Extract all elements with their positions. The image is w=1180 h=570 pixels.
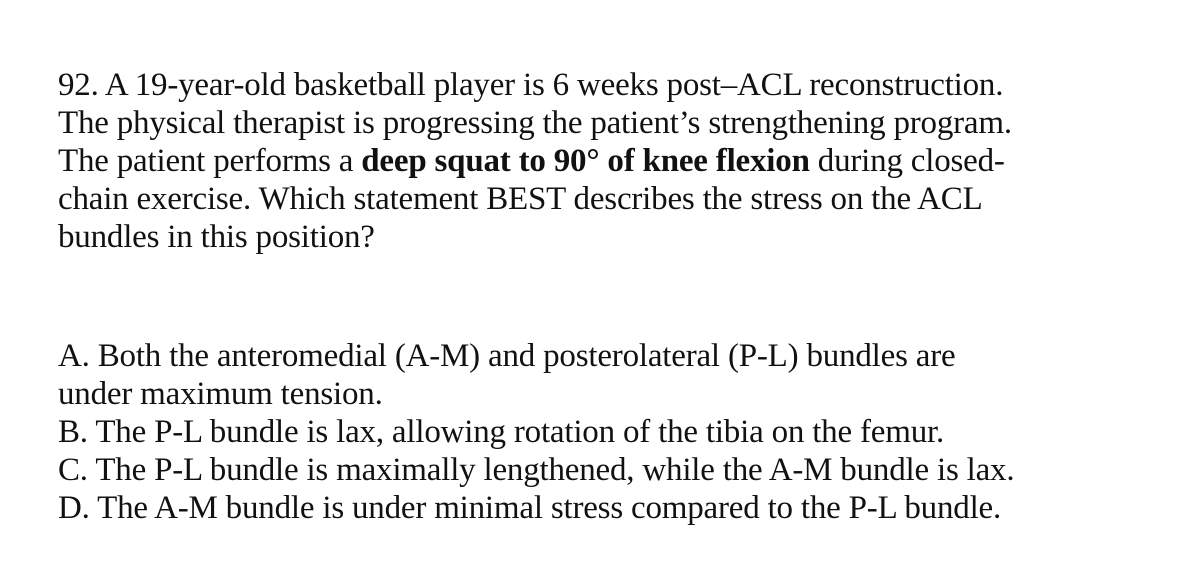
option-a-line-1: A. Both the anteromedial (A-M) and posterolateral (P-L) bundles are	[58, 338, 956, 374]
option-b-text: B. The P-L bundle is lax, allowing rotation of the tibia on the femur.	[58, 414, 945, 450]
option-d-text: D. The A-M bundle is under minimal stress compared to the P-L bundle.	[58, 490, 1002, 526]
option-c-text: C. The P-L bundle is maximally lengthened, while the A-M bundle is lax.	[58, 452, 1015, 488]
option-a[interactable]	[58, 337, 1158, 413]
option-d[interactable]	[58, 489, 1158, 527]
option-b[interactable]	[58, 413, 1158, 451]
question-line-5: bundles in this position?	[58, 219, 375, 255]
question-line-4: chain exercise. Which statement BEST describes the stress on the ACL	[58, 181, 983, 217]
question-line-3	[58, 142, 1158, 180]
answer-options	[58, 337, 1158, 527]
question-stem	[58, 66, 1158, 256]
question-emphasis: deep squat to 90° of knee flexion	[361, 143, 810, 179]
question-line-3-post: during closed-	[809, 143, 1005, 179]
question-line-2: The physical therapist is progressing the patient’s strengthening program.	[58, 105, 1012, 141]
option-a-line-2: under maximum tension.	[58, 376, 383, 412]
question-line-1: 92. A 19-year-old basketball player is 6 weeks post–ACL reconstruction.	[58, 67, 1004, 103]
question-line-3-pre: The patient performs a	[58, 143, 362, 179]
option-c[interactable]	[58, 451, 1158, 489]
